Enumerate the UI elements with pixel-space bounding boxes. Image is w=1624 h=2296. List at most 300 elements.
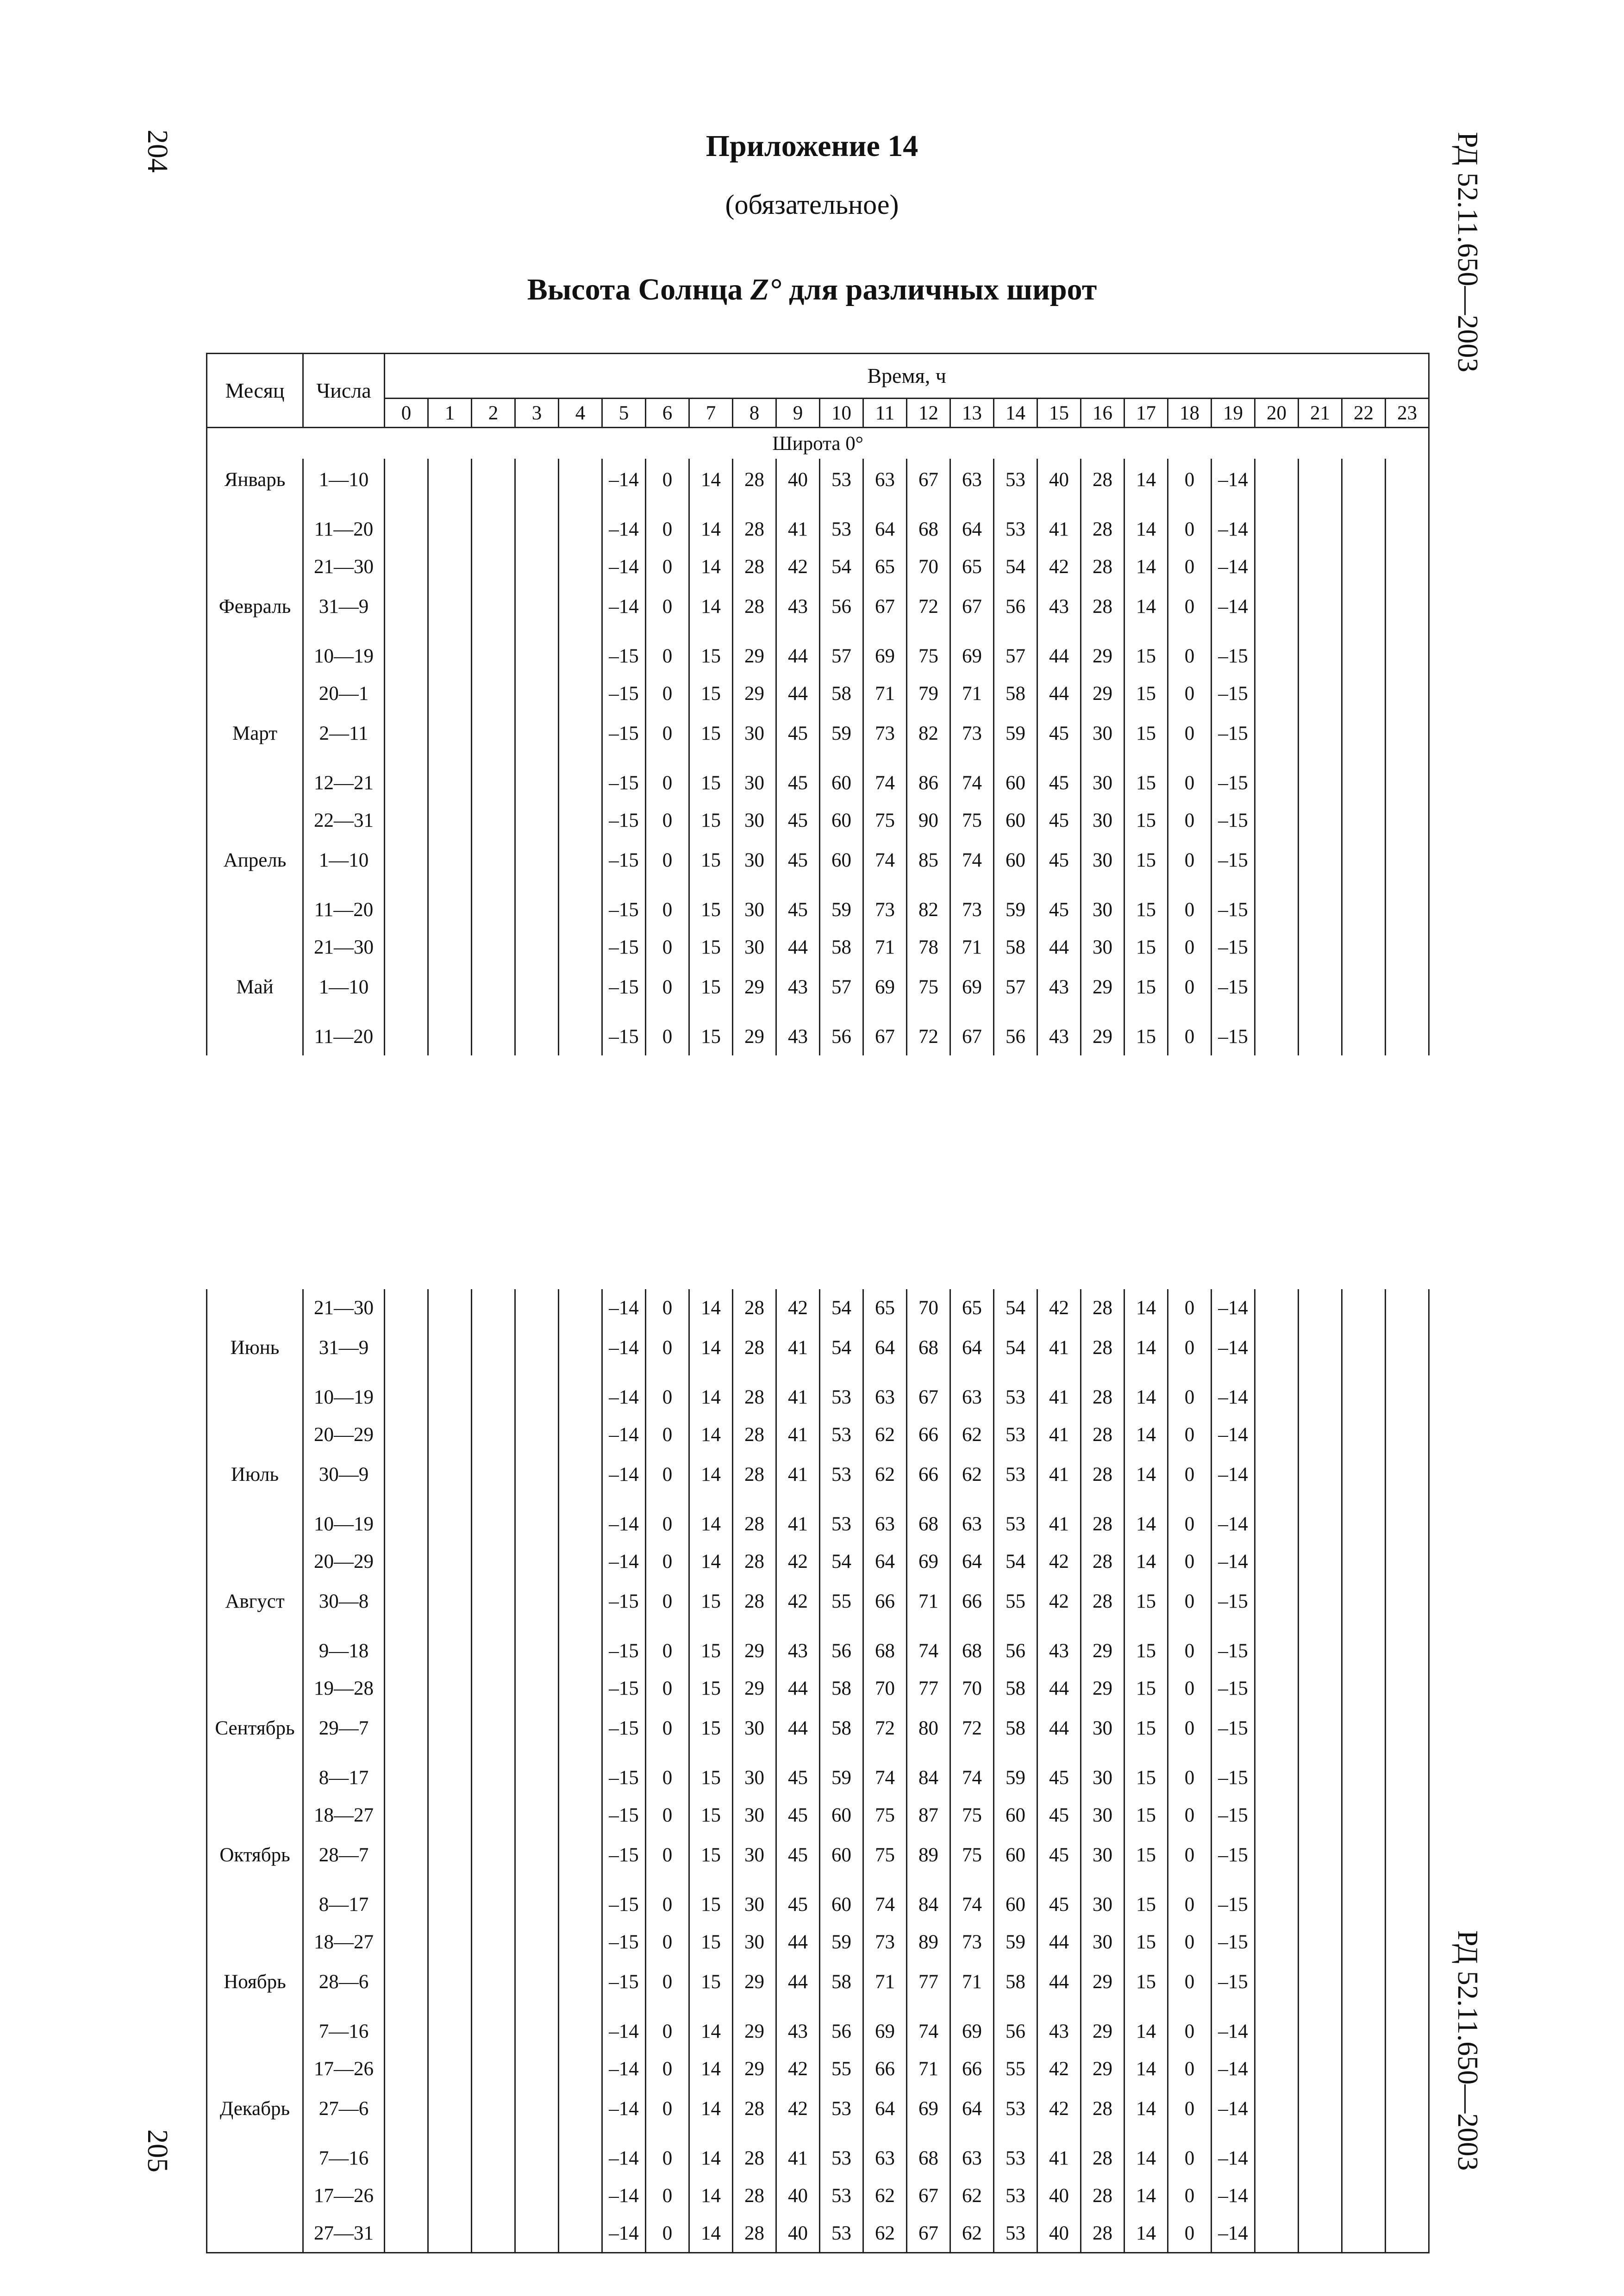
- days-cell: 27—31: [303, 2215, 385, 2253]
- empty-cell: [1342, 929, 1386, 966]
- value-cell: –14: [1212, 1505, 1255, 1543]
- days-cell: 18—27: [303, 1797, 385, 1834]
- value-cell: 63: [950, 2140, 994, 2177]
- value-cell: 14: [1124, 459, 1168, 511]
- value-cell: 44: [1037, 1961, 1081, 2013]
- value-cell: –14: [1212, 2088, 1255, 2140]
- empty-cell: [559, 1454, 602, 1505]
- value-cell: 0: [1168, 2140, 1212, 2177]
- value-cell: 0: [646, 459, 689, 511]
- empty-cell: [385, 2050, 428, 2088]
- value-cell: 0: [1168, 712, 1212, 764]
- value-cell: 58: [994, 1961, 1037, 2013]
- value-cell: 0: [646, 1834, 689, 1886]
- value-cell: 64: [863, 2088, 907, 2140]
- empty-cell: [472, 459, 515, 511]
- empty-cell: [1342, 1018, 1386, 1055]
- value-cell: 0: [646, 1707, 689, 1759]
- value-cell: –14: [602, 1505, 646, 1543]
- empty-cell: [472, 2177, 515, 2215]
- value-cell: 15: [1124, 1797, 1168, 1834]
- days-cell: 18—27: [303, 1923, 385, 1961]
- value-cell: 44: [776, 929, 820, 966]
- empty-cell: [1299, 1707, 1342, 1759]
- empty-cell: [472, 2088, 515, 2140]
- month-cell: [207, 548, 303, 586]
- value-cell: –15: [602, 802, 646, 839]
- table-row: [207, 548, 1429, 586]
- value-cell: 15: [689, 1834, 733, 1886]
- value-cell: 54: [820, 1289, 863, 1327]
- empty-cell: [559, 1670, 602, 1707]
- value-cell: 0: [646, 548, 689, 586]
- value-cell: 0: [1168, 2088, 1212, 2140]
- value-cell: 41: [1037, 1505, 1081, 1543]
- value-cell: 63: [950, 459, 994, 511]
- value-cell: –15: [1212, 802, 1255, 839]
- empty-cell: [472, 929, 515, 966]
- value-cell: 72: [950, 1707, 994, 1759]
- empty-cell: [1386, 1759, 1429, 1797]
- doc-code-top: РД 52.11.650—2003: [1452, 132, 1483, 373]
- empty-cell: [428, 1961, 472, 2013]
- value-cell: 15: [689, 1961, 733, 2013]
- empty-cell: [385, 2140, 428, 2177]
- table-row: [207, 1505, 1429, 1543]
- empty-cell: [385, 586, 428, 637]
- value-cell: 0: [1168, 1327, 1212, 1379]
- empty-cell: [472, 839, 515, 891]
- value-cell: 0: [646, 1670, 689, 1707]
- value-cell: 14: [1124, 586, 1168, 637]
- value-cell: 0: [646, 839, 689, 891]
- empty-cell: [1386, 1834, 1429, 1886]
- value-cell: 15: [689, 1707, 733, 1759]
- days-cell: 21—30: [303, 1289, 385, 1327]
- value-cell: 41: [776, 1505, 820, 1543]
- empty-cell: [515, 1580, 559, 1632]
- value-cell: 59: [994, 891, 1037, 929]
- value-cell: 30: [1081, 802, 1124, 839]
- value-cell: –14: [602, 511, 646, 548]
- value-cell: 15: [1124, 1670, 1168, 1707]
- empty-cell: [428, 1834, 472, 1886]
- empty-cell: [1386, 839, 1429, 891]
- empty-cell: [1299, 929, 1342, 966]
- empty-cell: [428, 1505, 472, 1543]
- value-cell: 69: [950, 637, 994, 675]
- value-cell: 44: [776, 675, 820, 712]
- value-cell: 75: [950, 1834, 994, 1886]
- value-cell: 28: [1081, 1289, 1124, 1327]
- empty-cell: [385, 929, 428, 966]
- value-cell: 30: [733, 1834, 776, 1886]
- month-cell: [207, 2215, 303, 2253]
- empty-cell: [428, 1327, 472, 1379]
- value-cell: 74: [907, 2013, 950, 2050]
- value-cell: –15: [602, 966, 646, 1018]
- value-cell: 0: [1168, 2013, 1212, 2050]
- value-cell: 67: [907, 1379, 950, 1416]
- empty-cell: [1299, 1454, 1342, 1505]
- table-row: [207, 1759, 1429, 1797]
- empty-cell: [1386, 675, 1429, 712]
- empty-cell: [1342, 966, 1386, 1018]
- value-cell: 64: [950, 2088, 994, 2140]
- empty-cell: [515, 1886, 559, 1923]
- value-cell: 68: [907, 2140, 950, 2177]
- value-cell: 28: [733, 1289, 776, 1327]
- empty-cell: [472, 966, 515, 1018]
- days-cell: 10—19: [303, 637, 385, 675]
- empty-cell: [559, 1327, 602, 1379]
- empty-cell: [559, 1923, 602, 1961]
- empty-cell: [1299, 1289, 1342, 1327]
- empty-cell: [1386, 1289, 1429, 1327]
- value-cell: 71: [950, 929, 994, 966]
- value-cell: 30: [733, 802, 776, 839]
- empty-cell: [1386, 1797, 1429, 1834]
- hour-header: 18: [1168, 399, 1212, 428]
- days-cell: 19—28: [303, 1670, 385, 1707]
- value-cell: 28: [733, 1327, 776, 1379]
- empty-cell: [515, 1289, 559, 1327]
- value-cell: 41: [1037, 1454, 1081, 1505]
- empty-cell: [515, 675, 559, 712]
- value-cell: 65: [863, 548, 907, 586]
- value-cell: –14: [1212, 2140, 1255, 2177]
- value-cell: 14: [689, 511, 733, 548]
- empty-cell: [1386, 511, 1429, 548]
- value-cell: –14: [602, 548, 646, 586]
- heading-text-before: Высота Солнца: [527, 273, 750, 306]
- empty-cell: [472, 675, 515, 712]
- empty-cell: [1255, 1961, 1299, 2013]
- value-cell: 30: [1081, 1707, 1124, 1759]
- empty-cell: [472, 1505, 515, 1543]
- value-cell: 84: [907, 1886, 950, 1923]
- month-cell: [207, 1018, 303, 1055]
- value-cell: 53: [820, 1454, 863, 1505]
- empty-cell: [1342, 1759, 1386, 1797]
- empty-cell: [559, 1379, 602, 1416]
- value-cell: 41: [1037, 2140, 1081, 2177]
- days-cell: 7—16: [303, 2140, 385, 2177]
- empty-cell: [515, 2013, 559, 2050]
- days-cell: 11—20: [303, 891, 385, 929]
- value-cell: 67: [907, 2215, 950, 2253]
- empty-cell: [1386, 1454, 1429, 1505]
- value-cell: 30: [733, 1707, 776, 1759]
- empty-cell: [1299, 1379, 1342, 1416]
- value-cell: 28: [733, 2177, 776, 2215]
- empty-cell: [428, 2050, 472, 2088]
- value-cell: 60: [994, 802, 1037, 839]
- value-cell: 0: [1168, 2177, 1212, 2215]
- value-cell: –15: [1212, 1580, 1255, 1632]
- month-cell: Октябрь: [207, 1834, 303, 1886]
- value-cell: 42: [1037, 1580, 1081, 1632]
- value-cell: 0: [646, 929, 689, 966]
- value-cell: 41: [1037, 1379, 1081, 1416]
- value-cell: 30: [1081, 712, 1124, 764]
- value-cell: 53: [820, 2140, 863, 2177]
- value-cell: 86: [907, 764, 950, 802]
- value-cell: 29: [733, 966, 776, 1018]
- empty-cell: [1342, 764, 1386, 802]
- value-cell: 0: [646, 1632, 689, 1670]
- empty-cell: [515, 764, 559, 802]
- value-cell: 75: [863, 802, 907, 839]
- empty-cell: [1255, 2177, 1299, 2215]
- empty-cell: [428, 1454, 472, 1505]
- empty-cell: [1255, 2088, 1299, 2140]
- value-cell: 79: [907, 675, 950, 712]
- value-cell: 74: [863, 1759, 907, 1797]
- days-cell: 2—11: [303, 712, 385, 764]
- empty-cell: [515, 1505, 559, 1543]
- value-cell: 40: [776, 2177, 820, 2215]
- month-cell: Апрель: [207, 839, 303, 891]
- empty-cell: [559, 511, 602, 548]
- value-cell: 60: [994, 1834, 1037, 1886]
- empty-cell: [1299, 1018, 1342, 1055]
- value-cell: 63: [950, 1505, 994, 1543]
- value-cell: 41: [1037, 1327, 1081, 1379]
- empty-cell: [1342, 586, 1386, 637]
- empty-cell: [1342, 839, 1386, 891]
- value-cell: 0: [1168, 1505, 1212, 1543]
- empty-cell: [1255, 459, 1299, 511]
- empty-cell: [385, 459, 428, 511]
- empty-cell: [515, 2088, 559, 2140]
- empty-cell: [1299, 1759, 1342, 1797]
- empty-cell: [472, 1834, 515, 1886]
- value-cell: 14: [1124, 511, 1168, 548]
- value-cell: 28: [1081, 2177, 1124, 2215]
- empty-cell: [472, 764, 515, 802]
- value-cell: 15: [1124, 1923, 1168, 1961]
- value-cell: –15: [602, 1580, 646, 1632]
- value-cell: 73: [950, 1923, 994, 1961]
- empty-cell: [1386, 891, 1429, 929]
- empty-cell: [559, 1759, 602, 1797]
- value-cell: 15: [689, 764, 733, 802]
- value-cell: 54: [820, 548, 863, 586]
- value-cell: 58: [994, 675, 1037, 712]
- value-cell: 29: [733, 2050, 776, 2088]
- value-cell: 67: [950, 1018, 994, 1055]
- value-cell: 14: [689, 1543, 733, 1580]
- empty-cell: [1386, 1327, 1429, 1379]
- empty-cell: [1299, 1543, 1342, 1580]
- value-cell: 72: [907, 586, 950, 637]
- empty-cell: [1299, 586, 1342, 637]
- hour-header: 12: [907, 399, 950, 428]
- empty-cell: [1342, 891, 1386, 929]
- value-cell: 0: [646, 764, 689, 802]
- value-cell: 28: [733, 2140, 776, 2177]
- value-cell: 0: [1168, 1018, 1212, 1055]
- empty-cell: [385, 1289, 428, 1327]
- value-cell: 28: [733, 2088, 776, 2140]
- value-cell: 45: [776, 1759, 820, 1797]
- empty-cell: [1255, 966, 1299, 1018]
- value-cell: 15: [1124, 929, 1168, 966]
- table-row: [207, 1670, 1429, 1707]
- value-cell: 54: [994, 548, 1037, 586]
- value-cell: 70: [907, 1289, 950, 1327]
- value-cell: –15: [1212, 675, 1255, 712]
- empty-cell: [472, 712, 515, 764]
- empty-cell: [515, 459, 559, 511]
- empty-cell: [1299, 637, 1342, 675]
- empty-cell: [428, 1580, 472, 1632]
- value-cell: –14: [1212, 1416, 1255, 1454]
- table-row: [207, 2013, 1429, 2050]
- value-cell: –15: [1212, 1961, 1255, 2013]
- value-cell: 43: [776, 586, 820, 637]
- empty-cell: [385, 1707, 428, 1759]
- table-row: [207, 1454, 1429, 1505]
- value-cell: 54: [994, 1543, 1037, 1580]
- value-cell: 45: [776, 1797, 820, 1834]
- empty-cell: [1342, 1632, 1386, 1670]
- days-cell: 22—31: [303, 802, 385, 839]
- value-cell: 63: [863, 1505, 907, 1543]
- value-cell: 65: [950, 548, 994, 586]
- empty-cell: [385, 1327, 428, 1379]
- hour-header: 11: [863, 399, 907, 428]
- days-cell: 21—30: [303, 929, 385, 966]
- value-cell: 15: [1124, 764, 1168, 802]
- value-cell: –14: [1212, 1327, 1255, 1379]
- days-cell: 20—1: [303, 675, 385, 712]
- month-cell: [207, 1923, 303, 1961]
- value-cell: 14: [689, 1454, 733, 1505]
- month-cell: [207, 891, 303, 929]
- empty-cell: [428, 929, 472, 966]
- empty-cell: [515, 929, 559, 966]
- empty-cell: [385, 1923, 428, 1961]
- value-cell: 74: [950, 764, 994, 802]
- value-cell: 73: [863, 1923, 907, 1961]
- value-cell: –15: [1212, 1886, 1255, 1923]
- value-cell: 30: [733, 1797, 776, 1834]
- value-cell: 0: [646, 1327, 689, 1379]
- empty-cell: [1299, 891, 1342, 929]
- empty-cell: [1299, 675, 1342, 712]
- empty-cell: [1342, 2013, 1386, 2050]
- value-cell: 67: [950, 586, 994, 637]
- empty-cell: [559, 586, 602, 637]
- value-cell: 0: [646, 1289, 689, 1327]
- empty-cell: [472, 1018, 515, 1055]
- value-cell: 71: [950, 675, 994, 712]
- month-cell: Июль: [207, 1454, 303, 1505]
- empty-cell: [515, 839, 559, 891]
- value-cell: 30: [1081, 1759, 1124, 1797]
- month-cell: [207, 1505, 303, 1543]
- days-cell: 8—17: [303, 1886, 385, 1923]
- value-cell: 14: [689, 459, 733, 511]
- value-cell: 14: [689, 1379, 733, 1416]
- value-cell: –15: [1212, 1923, 1255, 1961]
- empty-cell: [472, 2013, 515, 2050]
- empty-cell: [559, 764, 602, 802]
- value-cell: 69: [863, 637, 907, 675]
- value-cell: 14: [1124, 2050, 1168, 2088]
- value-cell: 28: [1081, 1416, 1124, 1454]
- value-cell: 75: [863, 1834, 907, 1886]
- value-cell: 68: [863, 1632, 907, 1670]
- empty-cell: [515, 1759, 559, 1797]
- empty-cell: [1386, 1379, 1429, 1416]
- month-cell: Ноябрь: [207, 1961, 303, 2013]
- empty-cell: [472, 891, 515, 929]
- heading-text-after: для различных широт: [781, 273, 1097, 306]
- value-cell: 0: [1168, 1961, 1212, 2013]
- empty-cell: [559, 966, 602, 1018]
- value-cell: 0: [1168, 675, 1212, 712]
- value-cell: 63: [950, 1379, 994, 1416]
- value-cell: –14: [602, 1543, 646, 1580]
- value-cell: 42: [776, 2088, 820, 2140]
- value-cell: 55: [820, 2050, 863, 2088]
- value-cell: –15: [602, 764, 646, 802]
- empty-cell: [472, 1543, 515, 1580]
- value-cell: 57: [994, 637, 1037, 675]
- value-cell: 28: [733, 548, 776, 586]
- empty-cell: [1255, 1379, 1299, 1416]
- value-cell: 74: [950, 1759, 994, 1797]
- value-cell: 77: [907, 1961, 950, 2013]
- value-cell: 59: [994, 1923, 1037, 1961]
- page-number-top: 204: [142, 130, 173, 173]
- value-cell: 14: [689, 2013, 733, 2050]
- value-cell: 78: [907, 929, 950, 966]
- value-cell: 41: [776, 1327, 820, 1379]
- value-cell: 0: [1168, 1454, 1212, 1505]
- empty-cell: [1342, 1505, 1386, 1543]
- days-cell: 1—10: [303, 966, 385, 1018]
- empty-cell: [559, 929, 602, 966]
- value-cell: 42: [776, 1543, 820, 1580]
- value-cell: 14: [1124, 1327, 1168, 1379]
- empty-cell: [428, 1670, 472, 1707]
- days-cell: 28—7: [303, 1834, 385, 1886]
- empty-cell: [428, 2215, 472, 2253]
- value-cell: 0: [1168, 1289, 1212, 1327]
- month-cell: [207, 1289, 303, 1327]
- month-cell: [207, 2013, 303, 2050]
- value-cell: 44: [1037, 1670, 1081, 1707]
- empty-cell: [559, 891, 602, 929]
- value-cell: 15: [689, 1759, 733, 1797]
- value-cell: 29: [733, 1018, 776, 1055]
- empty-cell: [472, 1759, 515, 1797]
- empty-cell: [1255, 929, 1299, 966]
- empty-cell: [472, 1416, 515, 1454]
- value-cell: 60: [994, 1797, 1037, 1834]
- value-cell: 44: [776, 637, 820, 675]
- empty-cell: [428, 1018, 472, 1055]
- value-cell: 14: [1124, 2013, 1168, 2050]
- table-row: [207, 586, 1429, 637]
- value-cell: 30: [733, 764, 776, 802]
- value-cell: 0: [646, 1961, 689, 2013]
- empty-cell: [428, 1797, 472, 1834]
